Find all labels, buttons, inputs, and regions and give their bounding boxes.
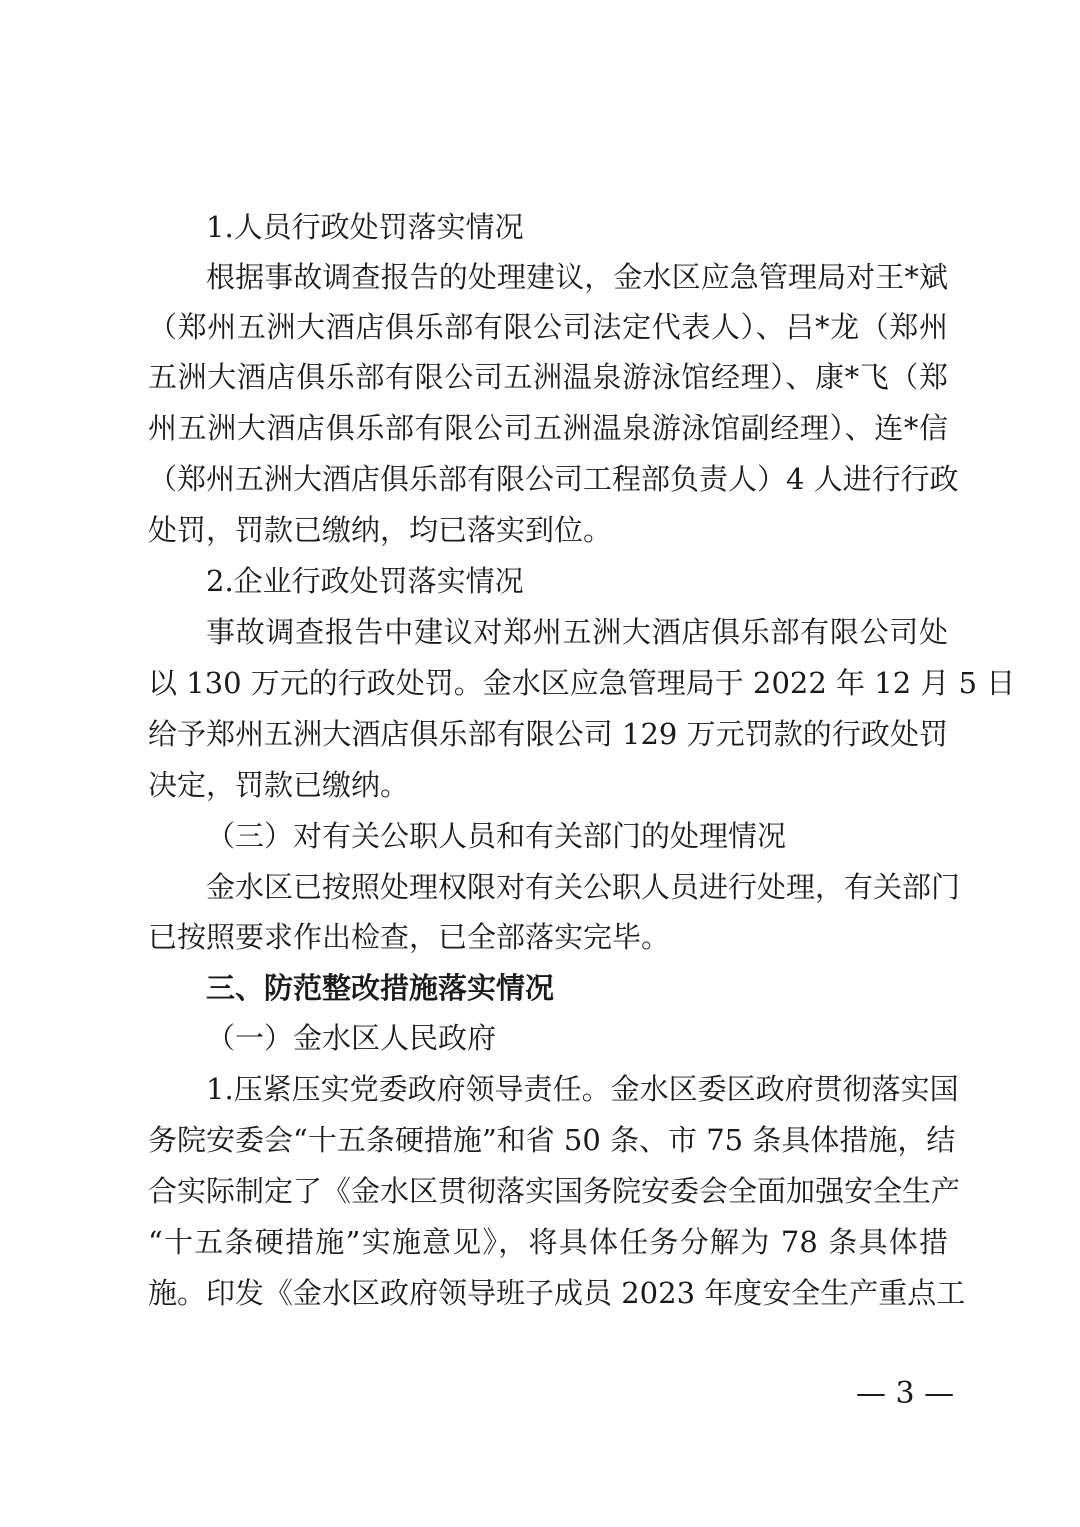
paragraph-line: （郑州五洲大酒店俱乐部有限公司法定代表人）、吕*龙（郑州 (148, 310, 948, 344)
paragraph-line: 五洲大酒店俱乐部有限公司五洲温泉游泳馆经理）、康*飞（郑 (148, 360, 948, 394)
subheading-personnel-penalty: 1.人员行政处罚落实情况 (206, 210, 524, 244)
paragraph-line: 施。印发《金水区政府领导班子成员 2023 年度安全生产重点工 (148, 1276, 966, 1310)
paragraph-line: 合实际制定了《金水区贯彻落实国务院安委会全面加强安全生产 (148, 1174, 961, 1208)
page-number: — 3 — (856, 1376, 955, 1411)
paragraph-line: 处罚，罚款已缴纳，均已落实到位。 (148, 513, 613, 547)
paragraph-line: “十五条硬措施”实施意见》，将具体任务分解为 78 条具体措 (148, 1225, 948, 1259)
paragraph-line: 州五洲大酒店俱乐部有限公司五洲温泉游泳馆副经理）、连*信 (148, 411, 948, 445)
paragraph-line: 金水区已按照处理权限对有关公职人员进行处理，有关部门 (206, 870, 961, 904)
subheading-officials-handling: （三）对有关公职人员和有关部门的处理情况 (206, 819, 787, 853)
section-heading-rectification: 三、防范整改措施落实情况 (206, 971, 555, 1005)
subheading-district-government: （一）金水区人民政府 (206, 1021, 497, 1055)
paragraph-line: 给予郑州五洲大酒店俱乐部有限公司 129 万元罚款的行政处罚 (148, 717, 948, 751)
paragraph-line: 1.压紧压实党委政府领导责任。金水区委区政府贯彻落实国 (206, 1072, 959, 1106)
paragraph-line: 务院安委会“十五条硬措施”和省 50 条、市 75 条具体措施，结 (148, 1123, 956, 1157)
paragraph-line: （郑州五洲大酒店俱乐部有限公司工程部负责人）4 人进行行政 (148, 462, 959, 496)
paragraph-line: 事故调查报告中建议对郑州五洲大酒店俱乐部有限公司处 (206, 615, 948, 649)
subheading-enterprise-penalty: 2.企业行政处罚落实情况 (206, 564, 524, 598)
paragraph-line: 以 130 万元的行政处罚。金水区应急管理局于 2022 年 12 月 5 日 (148, 666, 1016, 700)
paragraph-line: 已按照要求作出检查，已全部落实完毕。 (148, 920, 671, 954)
paragraph-line: 决定，罚款已缴纳。 (148, 768, 410, 802)
paragraph-line: 根据事故调查报告的处理建议，金水区应急管理局对王*斌 (206, 260, 948, 294)
